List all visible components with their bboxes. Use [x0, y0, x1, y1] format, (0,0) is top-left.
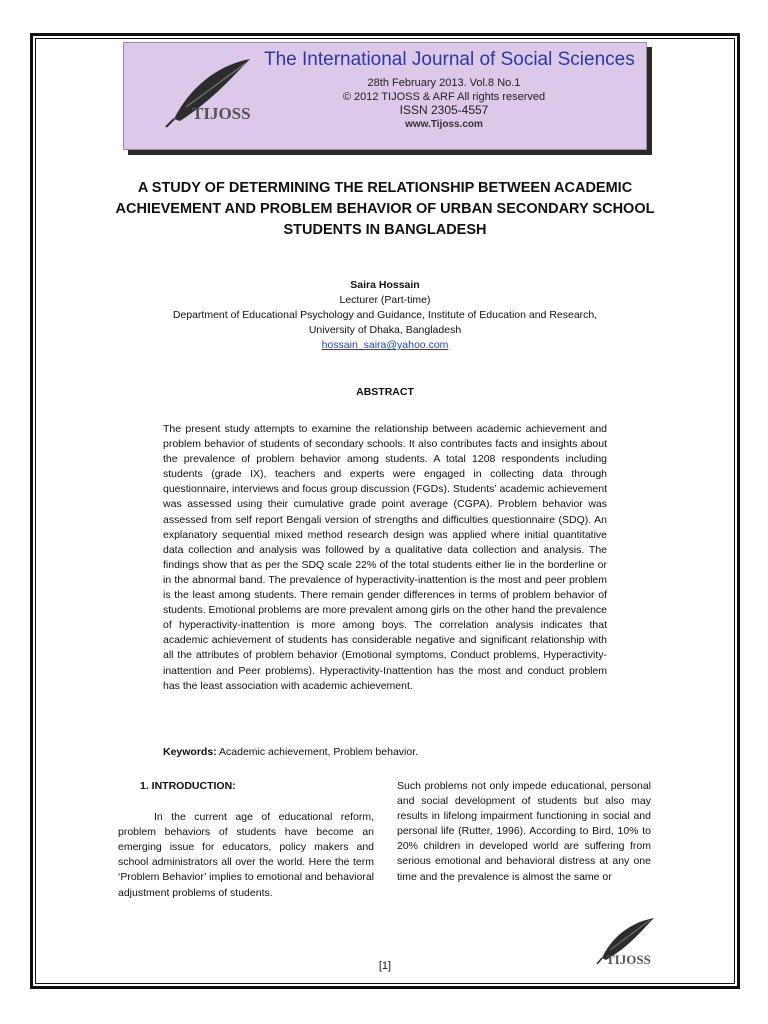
footer-logo-text: TIJOSS [606, 952, 651, 967]
journal-website: www.Tijoss.com [405, 118, 483, 130]
introduction-heading: 1. INTRODUCTION: [140, 780, 236, 792]
left-column [118, 779, 374, 901]
introduction-right-text: Such problems not only impede educational, personal and social development of students but also may results in lifelong impairment functioning in social and personal life (Rutter, 1996). According to Bird, 10% to 20% children in developed world are suffering from serious emotional and behavioral distress at any one time and the prevalence is almost the same or [397, 780, 651, 883]
issn: ISSN 2305-4557 [399, 103, 489, 117]
copyright-notice: © 2012 TIJOSS & ARF All rights reserved [342, 90, 546, 103]
affiliation-line-2: University of Dhaka, Bangladesh [308, 324, 462, 336]
keywords-list: Academic achievement, Problem behavior. [216, 746, 419, 758]
footer-quill-logo-icon [590, 914, 658, 974]
keywords [163, 746, 607, 758]
keywords-label: Keywords: [163, 746, 217, 758]
introduction-left-text: In the current age of educational reform, problem behaviors of students have become an emerging issue for educators, policy makers and school administrators all over the world. Here the term ‘Problem Behavior’ implies to emotional and behavioral adjustment problems of students. [118, 811, 374, 899]
banner-logo-text: TIJOSS [192, 104, 251, 123]
issue-date: 28th February 2013. Vol.8 No.1 [367, 77, 521, 89]
journal-banner [123, 42, 647, 150]
paper-title: A STUDY OF DETERMINING THE RELATIONSHIP BETWEEN ACADEMIC ACHIEVEMENT AND PROBLEM BEHAVIOR OF URBAN SECONDARY SCHOOL STUDENTS IN BANGLADESH [115, 180, 655, 238]
author-position: Lecturer (Part-time) [339, 294, 431, 306]
abstract-heading: ABSTRACT [356, 386, 414, 398]
right-column [397, 779, 651, 885]
journal-info [329, 77, 559, 131]
journal-title: The International Journal of Social Sciences [264, 49, 635, 70]
page-number: [1] [378, 960, 392, 972]
quill-pen-logo-icon [156, 55, 256, 139]
author-block [120, 278, 650, 353]
abstract-text: The present study attempts to examine the relationship between academic achievement and problem behavior of students of secondary schools. It also contributes facts and insights about the prevalence of problem behavior among students. A total 1208 respondents including students (grade IX), teachers and experts were engaged in collecting data through questionnaire, interviews and focus group discussion (FGDs). Students’ academic achievement was assessed using their cumulative grade point average (CGPA). Problem behavior was assessed from self report Bengali version of strengths and difficulties questionnaire (SDQ). An explanatory sequential mixed method research design was applied where initial quantitative data collection and analysis was followed by a qualitative data collection and analysis. The findings show that as per the SDQ scale 22% of the total students either lie in the borderline or in the abnormal band. The prevalence of hyperactivity-inattention is the most and peer problem is the least among students. There remain gender differences in terms of problem behavior of students. Emotional problems are more prevalent among girls on the other hand the prevalence of hyperactivity-inattention is more among boys. The correlation analysis indicates that academic achievement of students has considerable negative and significant relationship with all the attributes of problem behavior (Emotional symptoms, Conduct problems, Hyperactivity-inattention and Peer problems). Hyperactivity-Inattention has the most and conduct problem has the least association with academic achievement. [163, 423, 607, 692]
author-email-link[interactable]: hossain_saira@yahoo.com [321, 339, 449, 351]
author-name: Saira Hossain [350, 279, 420, 291]
affiliation-line-1: Department of Educational Psychology and Guidance, Institute of Education and Research, [172, 309, 598, 321]
